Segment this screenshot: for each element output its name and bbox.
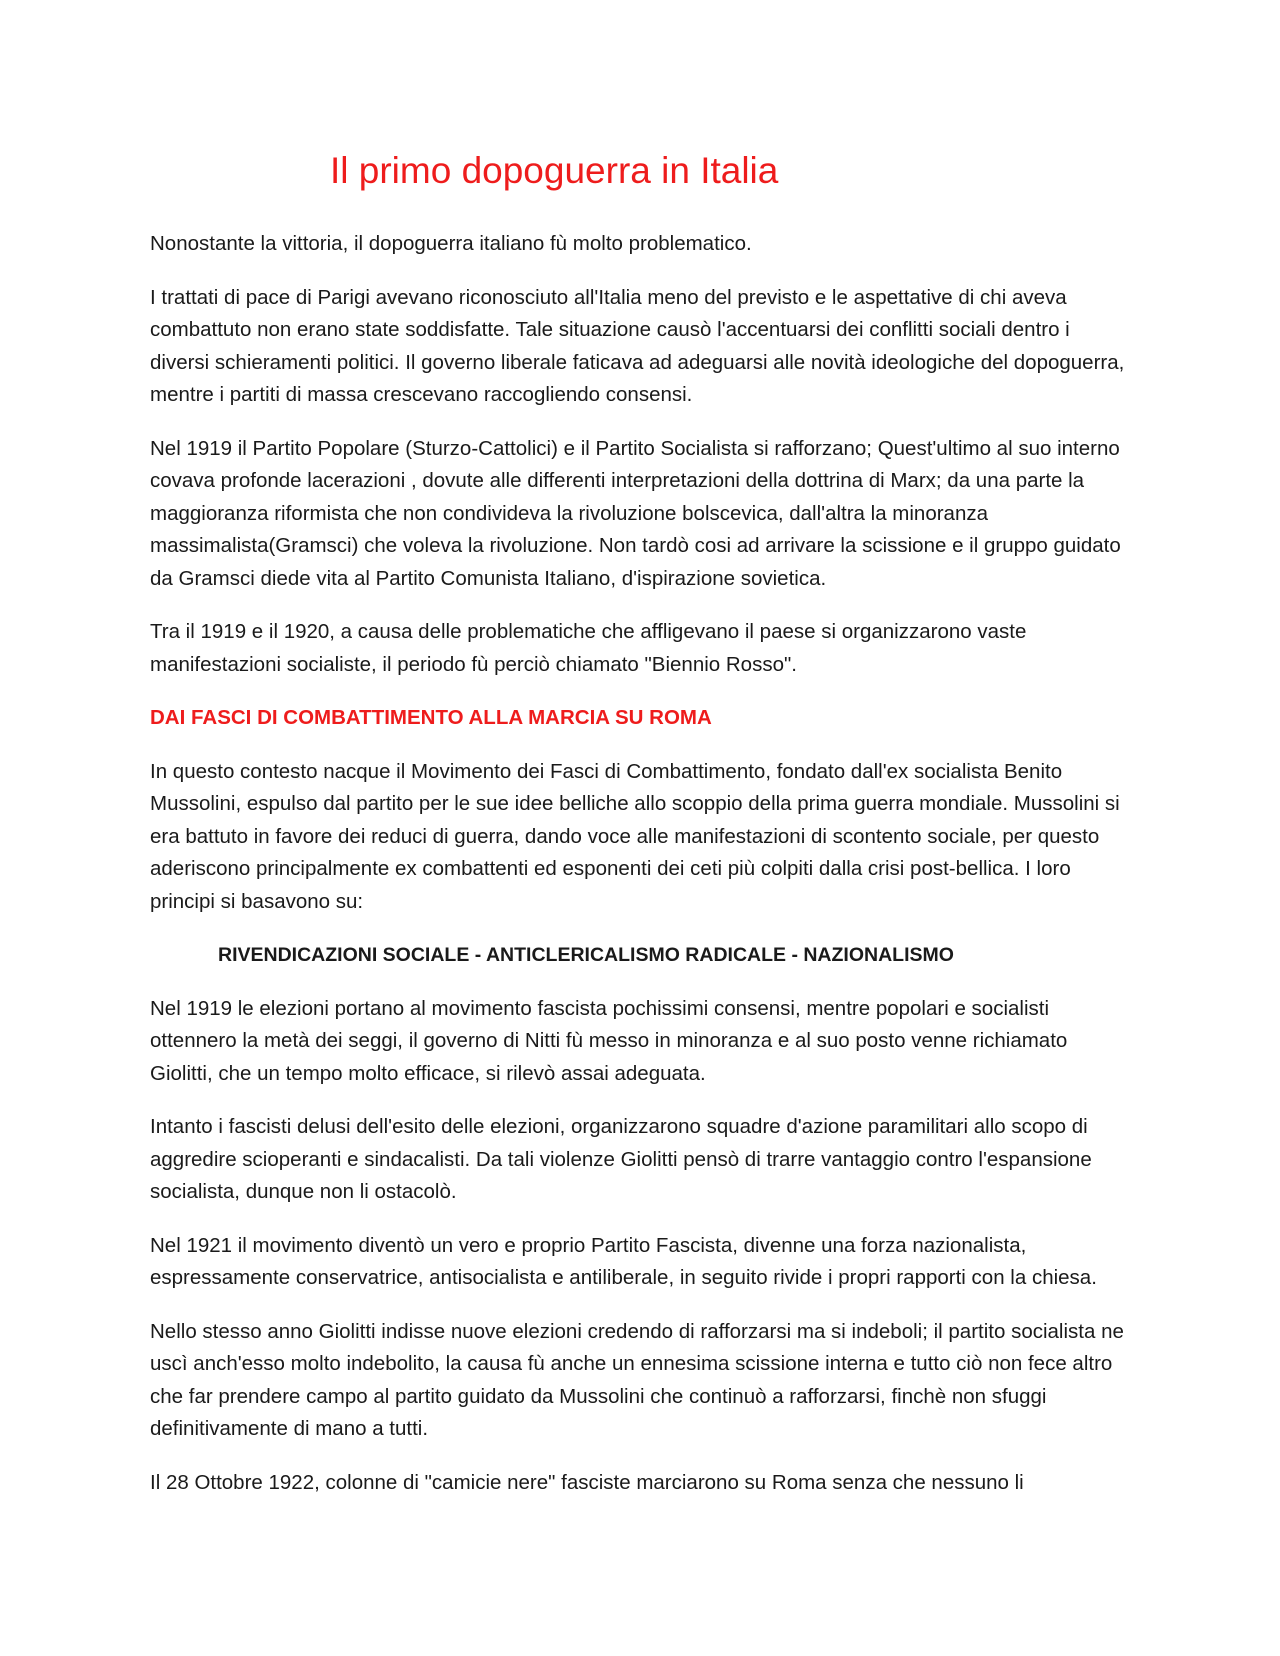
paragraph: Nel 1919 le elezioni portano al movimento fascista pochissimi consensi, mentre popolari e socialisti ottennero la metà dei seggi, il governo di Nitti fù messo in minoranza e al suo posto venne richiamato Giolitti, che un tempo molto efficace, si rilevò assai adeguata. <box>150 996 1068 1085</box>
paragraph: Nel 1921 il movimento diventò un vero e proprio Partito Fascista, divenne una forza nazionalista, espressamente conservatrice, antisocialista e antiliberale, in seguito rivide i propri rapporti con la chiesa. <box>150 1233 1097 1289</box>
paragraph: I trattati di pace di Parigi avevano riconosciuto all'Italia meno del previsto e le aspettative di chi aveva combattuto non erano state soddisfatte. Tale situazione causò l'accentuarsi dei conflitti sociali dentro i diversi schieramenti politici. Il governo liberale faticava ad adeguarsi alle novità ideologiche del dopoguerra, mentre i partiti di massa crescevano raccogliendo consensi. <box>150 285 1125 406</box>
paragraph: Tra il 1919 e il 1920, a causa delle problematiche che affligevano il paese si organizzarono vaste manifestazioni socialiste, il periodo fù perciò chiamato "Biennio Rosso". <box>150 620 1027 676</box>
paragraph: Nello stesso anno Giolitti indisse nuove elezioni credendo di rafforzarsi ma si indeboli; il partito socialista ne uscì anch'esso molto indebolito, la causa fù anche un ennesima scissione interna e tutto ciò non fece altro che far prendere campo al partito guidato da Mussolini che continuò a rafforzarsi, finchè non sfuggi definitivamente di mano a tutti. <box>150 1319 1124 1440</box>
document-body <box>150 228 1130 1520</box>
paragraph: Nonostante la vittoria, il dopoguerra italiano fù molto problematico. <box>150 232 752 255</box>
paragraph: Il 28 Ottobre 1922, colonne di "camicie nere" fasciste marciarono su Roma senza che nessuno li <box>150 1470 1024 1494</box>
section-heading: DAI FASCI DI COMBATTIMENTO ALLA MARCIA SU ROMA <box>150 706 712 729</box>
paragraph: In questo contesto nacque il Movimento dei Fasci di Combattimento, fondato dall'ex socialista Benito Mussolini, espulso dal partito per le sue idee belliche allo scoppio della prima guerra mondiale. Mussolini si era battuto in favore dei reduci di guerra, dando voce alle manifestazioni di scontento sociale, per questo aderiscono principalmente ex combattenti ed esponenti dei ceti più colpiti dalla crisi post-bellica. I loro principi si basavono su: <box>150 759 1120 913</box>
paragraph: Nel 1919 il Partito Popolare (Sturzo-Cattolici) e il Partito Socialista si rafforzano; Quest'ultimo al suo interno covava profonde lacerazioni , dovute alle differenti interpretazioni della dottrina di Marx; da una parte la maggioranza riformista che non condivideva la rivoluzione bolscevica, dall'altra la minoranza massimalista(Gramsci) che voleva la rivoluzione. Non tardò cosi ad arrivare la scissione e il gruppo guidato da Gramsci diede vita al Partito Comunista Italiano, d'ispirazione sovietica. <box>150 436 1121 590</box>
paragraph: Intanto i fascisti delusi dell'esito delle elezioni, organizzarono squadre d'azione paramilitari allo scopo di aggredire scioperanti e sindacalisti. Da tali violenze Giolitti pensò di trarre vantaggio contro l'espansione socialista, dunque non li ostacolò. <box>150 1115 1092 1203</box>
page-title: Il primo dopoguerra in Italia <box>330 150 779 191</box>
principles-line: RIVENDICAZIONI SOCIALE - ANTICLERICALISMO RADICALE - NAZIONALISMO <box>218 944 954 966</box>
